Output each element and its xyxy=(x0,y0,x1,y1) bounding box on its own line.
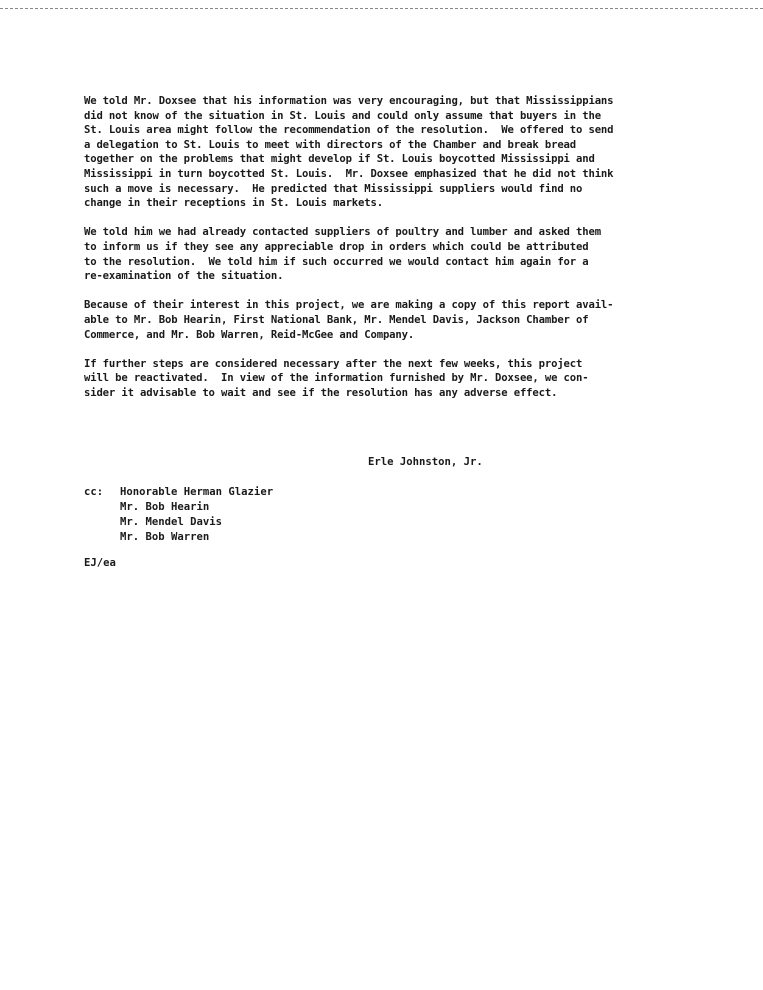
text-line: Mississippi in turn boycotted St. Louis. Mr. Doxsee emphasized that he did not think xyxy=(84,167,614,180)
text-line: We told him we had already contacted suppliers of poultry and lumber and asked them xyxy=(84,226,601,239)
text-line: such a move is necessary. He predicted that Mississippi suppliers would find no xyxy=(84,182,583,195)
paragraph-4 xyxy=(84,357,724,401)
typist-initials: EJ/ea xyxy=(84,557,116,569)
text-line: St. Louis area might follow the recommendation of the resolution. We offered to send xyxy=(84,124,614,137)
text-line: together on the problems that might develop if St. Louis boycotted Mississippi and xyxy=(84,153,595,166)
cc-recipient: Mr. Bob Hearin xyxy=(120,501,210,513)
text-line: will be reactivated. In view of the information furnished by Mr. Doxsee, we con- xyxy=(84,372,589,385)
text-line: We told Mr. Doxsee that his information was very encouraging, but that Mississippians xyxy=(84,95,614,107)
text-line: re-examination of the situation. xyxy=(84,270,284,283)
paragraph-2 xyxy=(84,225,724,283)
text-line: change in their receptions in St. Louis markets. xyxy=(84,197,383,210)
page-top-edge xyxy=(0,0,763,9)
cc-recipient: Honorable Herman Glazier xyxy=(120,486,274,498)
text-line: to inform us if they see any appreciable drop in orders which could be attributed xyxy=(84,240,589,253)
paragraph-3 xyxy=(84,298,724,342)
text-line: If further steps are considered necessary after the next few weeks, this project xyxy=(84,357,583,370)
text-line: a delegation to St. Louis to meet with directors of the Chamber and break bread xyxy=(84,138,577,151)
text-line: able to Mr. Bob Hearin, First National Bank, Mr. Mendel Davis, Jackson Chamber of xyxy=(84,313,589,326)
text-line: Commerce, and Mr. Bob Warren, Reid-McGee and Company. xyxy=(84,328,415,341)
text-line: to the resolution. We told him if such occurred we would contact him again for a xyxy=(84,255,589,268)
cc-recipient: Mr. Bob Warren xyxy=(120,531,210,543)
signature-name: Erle Johnston, Jr. xyxy=(368,456,483,468)
cc-label: cc: xyxy=(84,486,104,498)
cc-recipient: Mr. Mendel Davis xyxy=(120,516,223,528)
letter-body xyxy=(84,94,724,415)
paragraph-1 xyxy=(84,94,724,211)
text-line: did not know of the situation in St. Louis and could only assume that buyers in the xyxy=(84,109,601,122)
text-line: Because of their interest in this project, we are making a copy of this report avail- xyxy=(84,299,614,312)
text-line: sider it advisable to wait and see if the resolution has any adverse effect. xyxy=(84,386,558,399)
cc-recipient-list xyxy=(120,485,273,545)
